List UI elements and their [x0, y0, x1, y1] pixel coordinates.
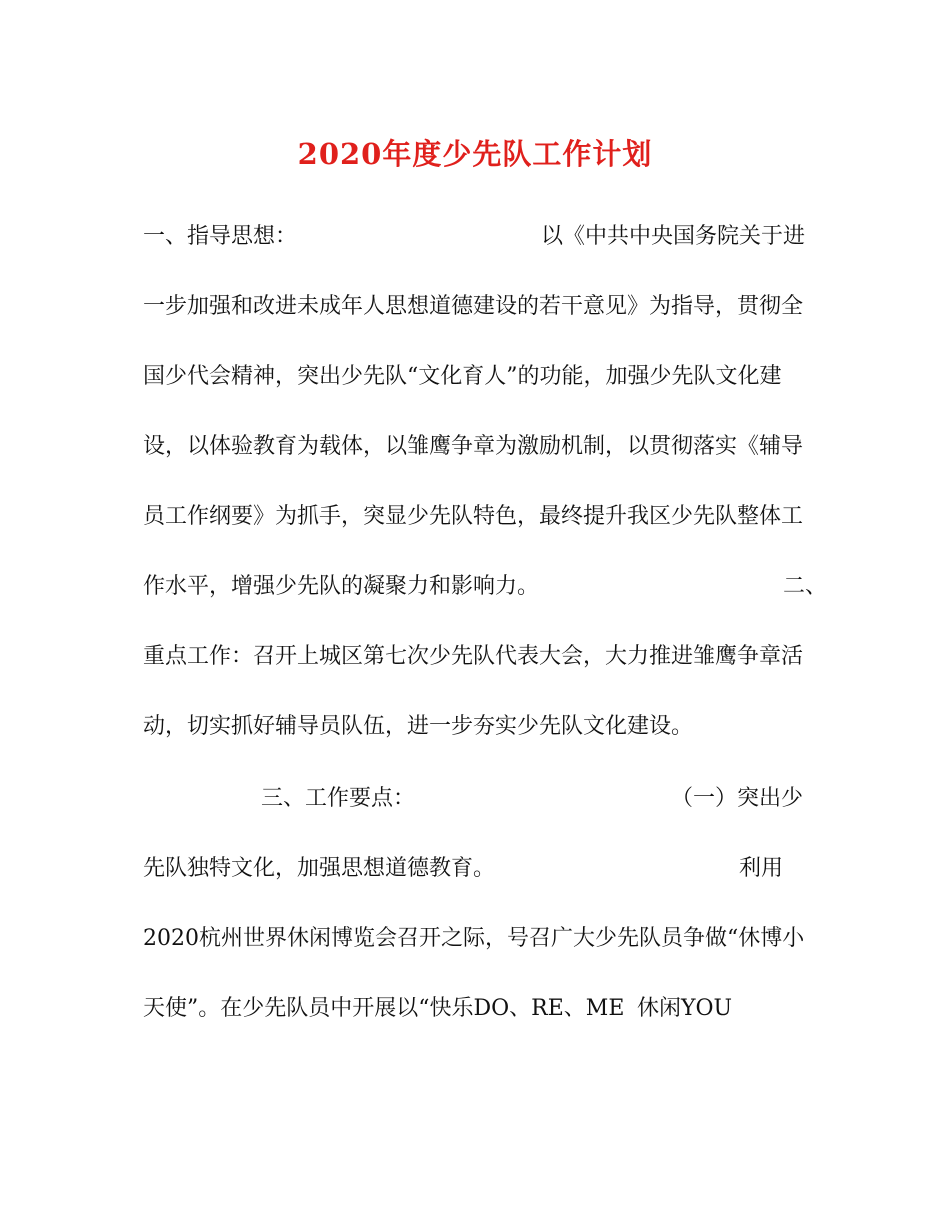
section-heading-key-work-number: 二、 — [783, 574, 828, 599]
line-text: 一步加强和改进未成年人思想道德建设的若干意见》为指导，贯彻全 — [143, 294, 804, 319]
text-line-7 — [143, 642, 823, 672]
text-line-8 — [143, 712, 823, 742]
line-text-right: 以《中共中央国务院关于进 — [541, 224, 806, 249]
text-line-9 — [143, 784, 823, 814]
text-line-6 — [143, 572, 828, 602]
line-text: 员工作纲要》为抓手，突显少先队特色，最终提升我区少先队整体工 — [143, 504, 804, 529]
line-text: 天使”。在少先队员中开展以“快乐DO、RE、ME — [143, 996, 625, 1021]
document-title: 2020年度少先队工作计划 — [297, 137, 653, 171]
text-line-3 — [143, 362, 823, 392]
line-text: 作水平，增强少先队的凝聚力和影响力。 — [143, 574, 540, 599]
section-heading-work-points: 三、工作要点： — [261, 786, 416, 811]
text-line-11 — [143, 924, 823, 954]
line-text-right: 利用 — [739, 856, 784, 881]
line-text: 重点工作：召开上城区第七次少先队代表大会，大力推进雏鹰争章活 — [143, 644, 804, 669]
text-line-5 — [143, 502, 823, 532]
line-text: 动，切实抓好辅导员队伍，进一步夯实少先队文化建设。 — [143, 714, 694, 739]
text-line-2 — [143, 292, 823, 322]
line-text: 国少代会精神，突出少先队“文化育人”的功能，加强少先队文化建 — [143, 364, 782, 389]
line-text: 设，以体验教育为载体，以雏鹰争章为激励机制，以贯彻落实《辅导 — [143, 434, 804, 459]
line-text: 先队独特文化，加强思想道德教育。 — [143, 856, 496, 881]
subsection-heading-1: （一）突出少 — [671, 786, 804, 811]
text-line-12 — [143, 994, 823, 1024]
section-heading-guiding-thought: 一、指导思想： — [143, 224, 298, 249]
text-line-1 — [143, 222, 823, 252]
text-line-4 — [143, 432, 823, 462]
text-line-10 — [143, 854, 823, 884]
line-text: 2020杭州世界休闲博览会召开之际，号召广大少先队员争做“休博小 — [143, 926, 805, 951]
line-text-right: 休闲YOU — [637, 996, 733, 1021]
